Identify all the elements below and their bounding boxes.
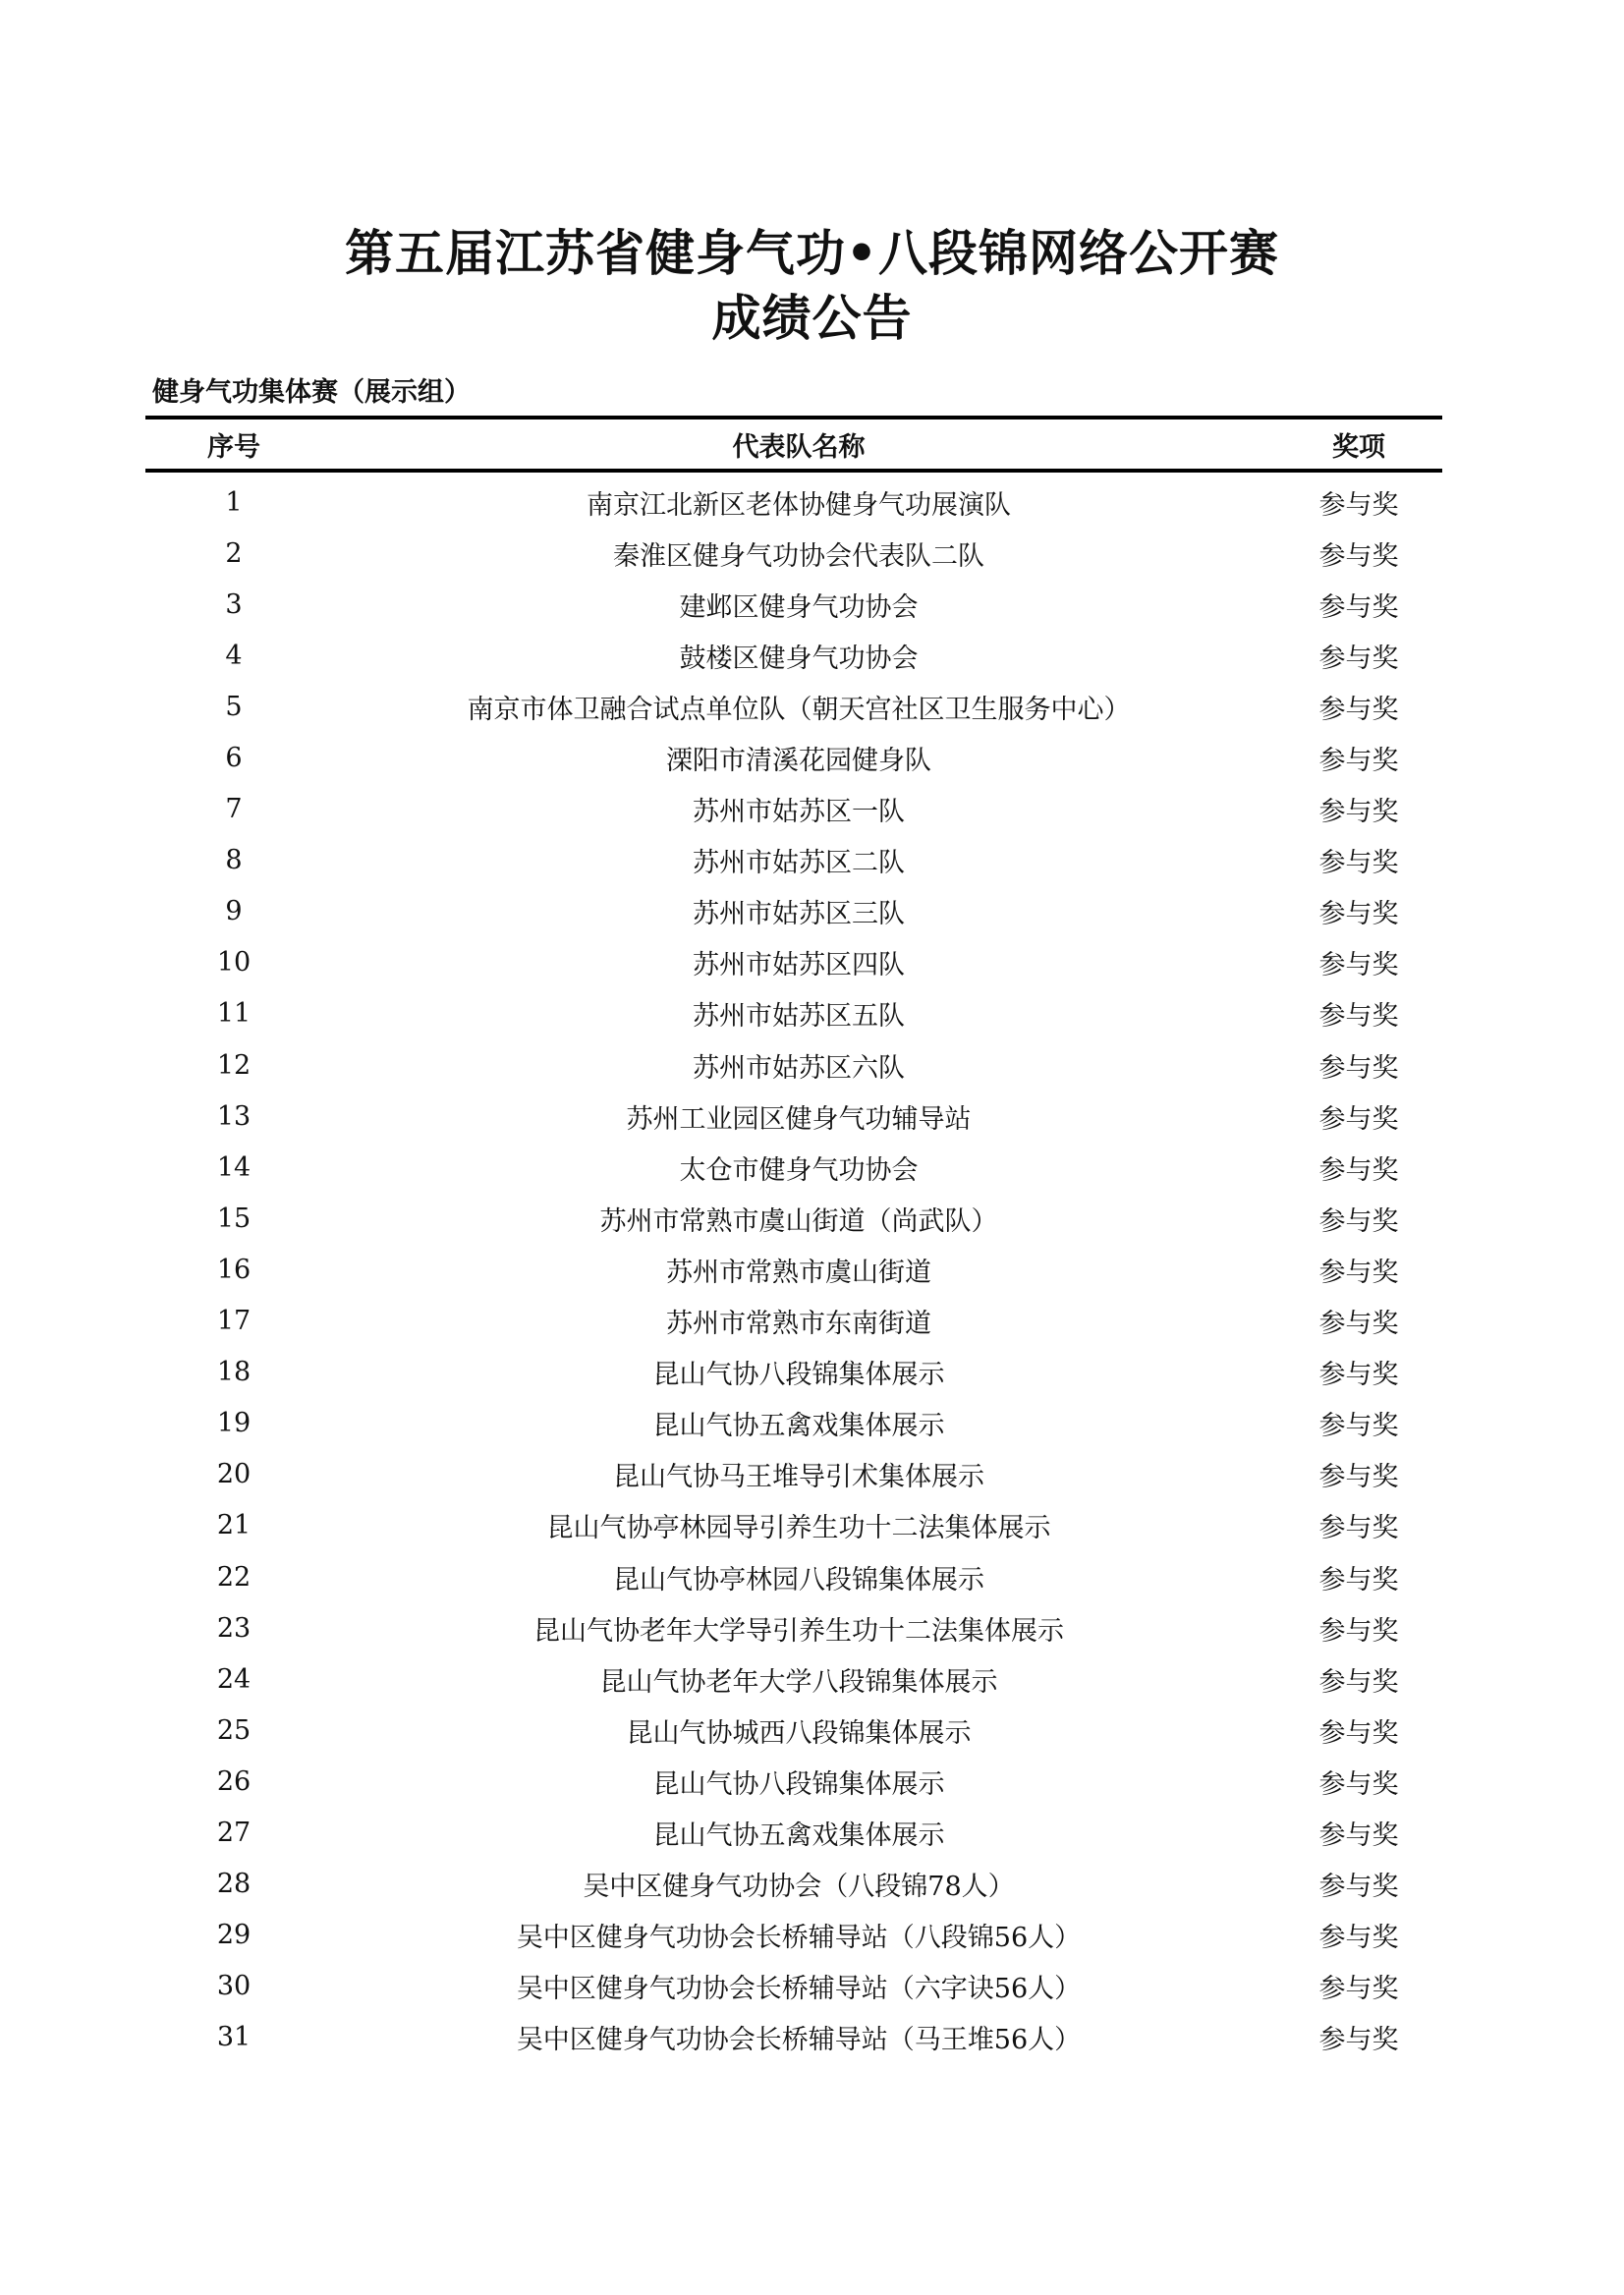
row-team-name: 苏州市常熟市东南街道 xyxy=(666,1309,931,1340)
table-row xyxy=(145,1859,1442,1910)
table-row xyxy=(145,630,1442,681)
row-number: 8 xyxy=(225,845,243,876)
table-row xyxy=(145,579,1442,630)
row-team-name: 昆山气协八段锦集体展示 xyxy=(652,1768,945,1800)
row-award: 参与奖 xyxy=(1318,746,1399,777)
row-team-name: 南京市体卫融合试点单位队（朝天宫社区卫生服务中心） xyxy=(467,694,1131,725)
row-team-name: 吴中区健身气功协会（八段锦78人） xyxy=(583,1872,1015,1903)
row-number: 27 xyxy=(216,1817,252,1848)
row-team-name: 昆山气协亭林园导引养生功十二法集体展示 xyxy=(546,1513,1051,1544)
title-block xyxy=(0,221,1624,351)
row-number: 23 xyxy=(216,1612,252,1644)
row-team-name: 吴中区健身气功协会长桥辅导站（六字诀56人） xyxy=(516,1974,1082,2005)
row-award: 参与奖 xyxy=(1318,1411,1399,1442)
row-team-name: 苏州市常熟市虞山街道（尚武队） xyxy=(599,1205,998,1237)
row-team-name: 苏州市姑苏区一队 xyxy=(693,797,905,828)
row-number: 29 xyxy=(216,1920,252,1951)
row-number: 26 xyxy=(216,1765,252,1797)
row-number: 31 xyxy=(216,2022,252,2053)
row-team-name: 南京江北新区老体协健身气功展演队 xyxy=(587,489,1011,521)
row-team-name: 吴中区健身气功协会长桥辅导站（八段锦56人） xyxy=(516,1923,1082,1954)
row-team-name: 昆山气协城西八段锦集体展示 xyxy=(626,1717,972,1749)
row-number: 24 xyxy=(216,1663,252,1695)
row-number: 1 xyxy=(225,486,243,518)
row-number: 12 xyxy=(216,1049,252,1081)
header-award: 奖项 xyxy=(1332,431,1385,463)
table-row xyxy=(145,1039,1442,1091)
table-row xyxy=(145,681,1442,732)
row-number: 22 xyxy=(216,1561,252,1593)
row-award: 参与奖 xyxy=(1318,1564,1399,1595)
row-team-name: 昆山气协五禽戏集体展示 xyxy=(652,1819,945,1851)
table-row xyxy=(145,1449,1442,1500)
row-team-name: 昆山气协五禽戏集体展示 xyxy=(652,1411,945,1442)
row-award: 参与奖 xyxy=(1318,1819,1399,1851)
table-row xyxy=(145,528,1442,579)
row-number: 13 xyxy=(216,1100,252,1132)
row-award: 参与奖 xyxy=(1318,540,1399,572)
row-number: 28 xyxy=(216,1869,252,1900)
row-award: 参与奖 xyxy=(1318,1615,1399,1647)
row-number: 4 xyxy=(225,640,243,671)
row-team-name: 太仓市健身气功协会 xyxy=(679,1154,919,1186)
row-number: 15 xyxy=(216,1203,252,1234)
row-team-name: 昆山气协马王堆导引术集体展示 xyxy=(613,1462,984,1493)
row-number: 2 xyxy=(225,537,243,569)
table-row xyxy=(145,1398,1442,1449)
row-team-name: 昆山气协老年大学八段锦集体展示 xyxy=(599,1666,998,1698)
row-award: 参与奖 xyxy=(1318,489,1399,521)
row-award: 参与奖 xyxy=(1318,1257,1399,1288)
section-heading: 健身气功集体赛（展示组） xyxy=(152,377,471,408)
table-row xyxy=(145,784,1442,835)
row-team-name: 吴中区健身气功协会长桥辅导站（马王堆56人） xyxy=(516,2025,1082,2056)
row-award: 参与奖 xyxy=(1318,848,1399,879)
row-number: 11 xyxy=(216,998,252,1030)
row-number: 21 xyxy=(216,1510,252,1541)
table-row xyxy=(145,1961,1442,2012)
table-row xyxy=(145,1296,1442,1347)
row-team-name: 苏州市姑苏区三队 xyxy=(693,899,905,930)
table-row xyxy=(145,1910,1442,1961)
row-award: 参与奖 xyxy=(1318,797,1399,828)
row-award: 参与奖 xyxy=(1318,1001,1399,1033)
row-award: 参与奖 xyxy=(1318,1360,1399,1391)
document-title: 第五届江苏省健身气功•八段锦网络公开赛 xyxy=(345,225,1279,282)
row-number: 14 xyxy=(216,1151,252,1183)
row-team-name: 苏州市姑苏区五队 xyxy=(693,1001,905,1033)
table-row xyxy=(145,1347,1442,1398)
table-row xyxy=(145,1653,1442,1705)
row-award: 参与奖 xyxy=(1318,1462,1399,1493)
document-subtitle: 成绩公告 xyxy=(711,290,913,347)
row-number: 6 xyxy=(225,743,243,774)
row-award: 参与奖 xyxy=(1318,1666,1399,1698)
table-header-row xyxy=(145,420,1442,469)
row-team-name: 昆山气协老年大学导引养生功十二法集体展示 xyxy=(533,1615,1064,1647)
row-award: 参与奖 xyxy=(1318,1205,1399,1237)
row-award: 参与奖 xyxy=(1318,2025,1399,2056)
row-award: 参与奖 xyxy=(1318,1513,1399,1544)
table-row xyxy=(145,1193,1442,1244)
row-number: 17 xyxy=(216,1306,252,1337)
table-row xyxy=(145,1602,1442,1653)
row-number: 18 xyxy=(216,1357,252,1388)
row-award: 参与奖 xyxy=(1318,1974,1399,2005)
row-award: 参与奖 xyxy=(1318,1154,1399,1186)
row-team-name: 苏州市姑苏区四队 xyxy=(693,950,905,981)
table-row xyxy=(145,886,1442,937)
table-row xyxy=(145,732,1442,783)
row-number: 10 xyxy=(216,947,252,979)
row-number: 3 xyxy=(225,588,243,620)
row-award: 参与奖 xyxy=(1318,1717,1399,1749)
row-team-name: 昆山气协八段锦集体展示 xyxy=(652,1360,945,1391)
row-team-name: 苏州市姑苏区二队 xyxy=(693,848,905,879)
row-award: 参与奖 xyxy=(1318,1309,1399,1340)
table-row xyxy=(145,1244,1442,1295)
table-row xyxy=(145,1142,1442,1193)
table-row xyxy=(145,1551,1442,1602)
row-team-name: 建邺区健身气功协会 xyxy=(679,591,919,623)
row-team-name: 苏州市常熟市虞山街道 xyxy=(666,1257,931,1288)
row-team-name: 苏州市姑苏区六队 xyxy=(693,1052,905,1084)
table-row xyxy=(145,835,1442,886)
row-team-name: 苏州工业园区健身气功辅导站 xyxy=(626,1103,972,1135)
table-row xyxy=(145,1500,1442,1551)
table-row xyxy=(145,1807,1442,1858)
row-award: 参与奖 xyxy=(1318,1768,1399,1800)
row-number: 5 xyxy=(225,691,243,722)
row-number: 19 xyxy=(216,1408,252,1439)
table-row xyxy=(145,937,1442,988)
table-row xyxy=(145,988,1442,1039)
row-award: 参与奖 xyxy=(1318,591,1399,623)
row-award: 参与奖 xyxy=(1318,1103,1399,1135)
row-number: 16 xyxy=(216,1254,252,1285)
row-team-name: 鼓楼区健身气功协会 xyxy=(679,643,919,674)
row-number: 25 xyxy=(216,1714,252,1746)
row-award: 参与奖 xyxy=(1318,1052,1399,1084)
row-award: 参与奖 xyxy=(1318,643,1399,674)
row-number: 20 xyxy=(216,1459,252,1490)
row-award: 参与奖 xyxy=(1318,1872,1399,1903)
row-number: 9 xyxy=(225,896,243,927)
row-number: 30 xyxy=(216,1971,252,2002)
table-row xyxy=(145,1091,1442,1142)
row-team-name: 溧阳市清溪花园健身队 xyxy=(666,746,931,777)
table-body xyxy=(145,473,1442,2063)
results-table xyxy=(145,416,1442,2063)
row-team-name: 昆山气协亭林园八段锦集体展示 xyxy=(613,1564,984,1595)
header-number: 序号 xyxy=(207,431,260,463)
table-row xyxy=(145,1756,1442,1807)
table-row xyxy=(145,476,1442,528)
header-team: 代表队名称 xyxy=(732,431,866,463)
table-row xyxy=(145,1705,1442,1756)
row-team-name: 秦淮区健身气功协会代表队二队 xyxy=(613,540,984,572)
row-number: 7 xyxy=(225,794,243,825)
table-row xyxy=(145,2012,1442,2063)
row-award: 参与奖 xyxy=(1318,950,1399,981)
row-award: 参与奖 xyxy=(1318,1923,1399,1954)
row-award: 参与奖 xyxy=(1318,694,1399,725)
row-award: 参与奖 xyxy=(1318,899,1399,930)
